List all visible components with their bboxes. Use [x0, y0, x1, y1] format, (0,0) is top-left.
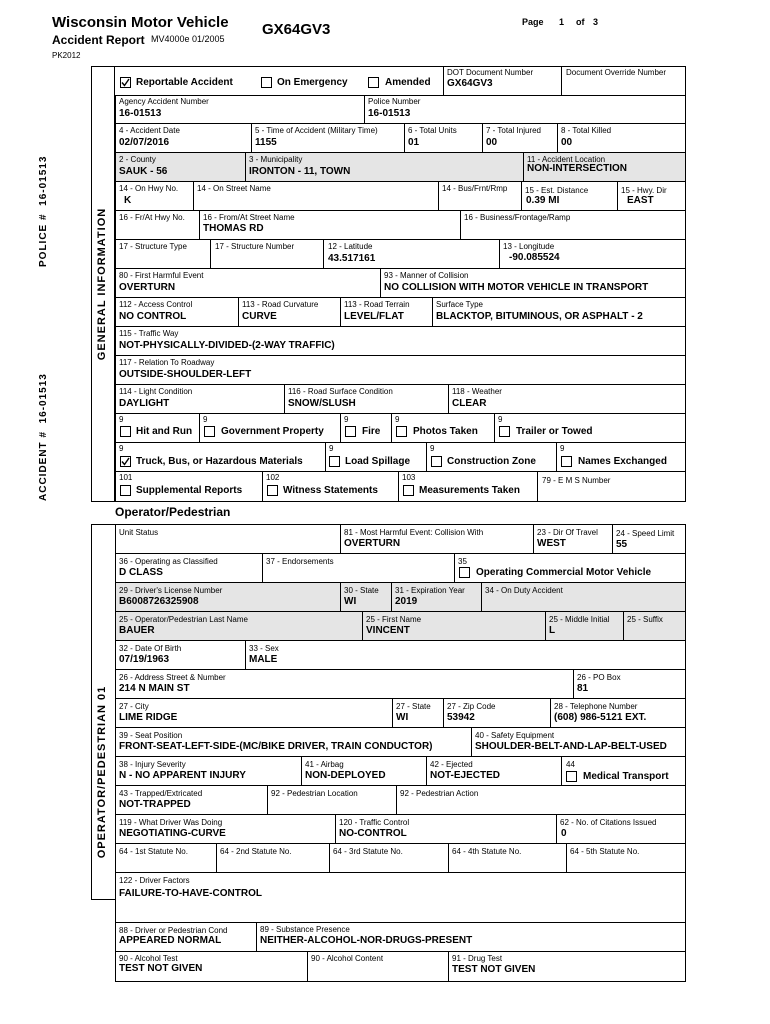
last-label: 25 - Operator/Pedestrian Last Name: [119, 615, 248, 624]
tc-label: 120 - Traffic Control: [339, 818, 410, 827]
dir-value: WEST: [537, 538, 566, 549]
access-value: NO CONTROL: [119, 311, 187, 322]
structnum-label: 17 - Structure Number: [215, 242, 295, 251]
roadsurf-label: 116 - Road Surface Condition: [288, 387, 393, 396]
ejected-value: NOT-EJECTED: [430, 770, 501, 781]
agency-label: Agency Accident Number: [119, 97, 209, 106]
pk-code: PK2012: [52, 51, 81, 60]
pobox-label: 26 - PO Box: [577, 673, 621, 682]
sex-value: MALE: [249, 654, 278, 665]
reportable-checkbox[interactable]: [120, 77, 131, 88]
cit-value: 0: [561, 828, 567, 839]
injured-label: 7 - Total Injured: [486, 126, 541, 135]
n35-label: 35: [458, 557, 467, 566]
harm-value: OVERTURN: [119, 282, 176, 293]
hitrun-checkbox[interactable]: [120, 426, 131, 437]
first-label: 25 - First Name: [366, 615, 422, 624]
speed-label: 24 - Speed Limit: [616, 529, 675, 538]
dist-label: 15 - Est. Distance: [525, 186, 589, 195]
class-label: 36 - Operating as Classified: [119, 557, 218, 566]
manner-value: NO COLLISION WITH MOTOR VEHICLE IN TRANSPORT: [384, 282, 649, 293]
light-value: DAYLIGHT: [119, 398, 170, 409]
suffix-label: 25 - Suffix: [627, 615, 663, 624]
police-label: Police Number: [368, 97, 421, 106]
county-label: 2 - County: [119, 155, 156, 164]
measurements-label: Measurements Taken: [419, 485, 520, 496]
supplemental-label: Supplemental Reports: [136, 485, 243, 496]
spillage-checkbox[interactable]: [329, 456, 340, 467]
form-id: MV4000e 01/2005: [151, 34, 225, 44]
statute-3-label: 64 - 3rd Statute No.: [333, 847, 403, 856]
govprop-checkbox[interactable]: [204, 426, 215, 437]
lat-label: 12 - Latitude: [328, 242, 373, 251]
nine-a: 9: [119, 415, 124, 424]
measurements-checkbox[interactable]: [403, 485, 414, 496]
row-dob: [115, 640, 686, 669]
trapped-value: NOT-TRAPPED: [119, 799, 191, 810]
pedact-label: 92 - Pedestrian Action: [400, 789, 479, 798]
curv-value: CURVE: [242, 311, 277, 322]
statute-1-label: 64 - 1st Statute No.: [119, 847, 188, 856]
access-label: 112 - Access Control: [119, 300, 193, 309]
location-label: 11 - Accident Location: [527, 155, 606, 164]
medical-checkbox[interactable]: [566, 771, 577, 782]
police-side-label: POLICE #: [38, 213, 49, 267]
fromstreet-label: 16 - From/At Street Name: [203, 213, 295, 222]
exp-label: 31 - Expiration Year: [395, 586, 465, 595]
addr-value: 214 N MAIN ST: [119, 683, 190, 694]
first-value: VINCENT: [366, 625, 410, 636]
surface-value: BLACKTOP, BITUMINOUS, OR ASPHALT - 2: [436, 311, 643, 322]
nine-h: 9: [430, 444, 435, 453]
row-from: [115, 210, 686, 239]
killed-label: 8 - Total Killed: [561, 126, 612, 135]
factors-value: FAILURE-TO-HAVE-CONTROL: [119, 888, 262, 899]
curv-label: 113 - Road Curvature: [242, 300, 319, 309]
hitrun-label: Hit and Run: [136, 426, 193, 437]
alc-value: TEST NOT GIVEN: [119, 963, 203, 974]
cond-label: 88 - Driver or Pedestrian Cond: [119, 926, 228, 935]
surface-label: Surface Type: [436, 300, 483, 309]
last-value: BAUER: [119, 625, 155, 636]
exp-value: 2019: [395, 596, 418, 607]
supplemental-checkbox[interactable]: [120, 485, 131, 496]
middle-label: 25 - Middle Initial: [549, 615, 610, 624]
police-value: 16-01513: [368, 108, 411, 119]
on-emergency-checkbox[interactable]: [261, 77, 272, 88]
page-total: 3: [593, 17, 599, 27]
accident-side-num: 16-01513: [38, 373, 49, 424]
muni-value: IRONTON - 11, TOWN: [249, 166, 351, 177]
dot-doc-label: DOT Document Number: [447, 68, 534, 77]
lon-value: -90.085524: [509, 252, 560, 263]
injured-value: 00: [486, 137, 498, 148]
doing-label: 119 - What Driver Was Doing: [119, 818, 223, 827]
nine-i: 9: [560, 444, 565, 453]
zip-value: 53942: [447, 712, 475, 723]
weather-value: CLEAR: [452, 398, 487, 409]
police-side-num: 16-01513: [38, 155, 49, 206]
photos-checkbox[interactable]: [396, 426, 407, 437]
speed-value: 55: [616, 539, 628, 550]
medical-label: Medical Transport: [583, 771, 669, 782]
date-label: 4 - Accident Date: [119, 126, 180, 135]
cmv-label: Operating Commercial Motor Vehicle: [476, 567, 652, 578]
photos-label: Photos Taken: [413, 426, 478, 437]
light-label: 114 - Light Condition: [119, 387, 193, 396]
override-label: Document Override Number: [566, 68, 667, 77]
nine-f: 9: [119, 444, 124, 453]
dot-doc-value: GX64GV3: [447, 78, 493, 89]
names-checkbox[interactable]: [561, 456, 572, 467]
on-emergency-label: On Emergency: [277, 77, 348, 88]
injury-label: 38 - Injury Severity: [119, 760, 186, 769]
nine-g: 9: [329, 444, 334, 453]
general-information-label: GENERAL INFORMATION: [96, 207, 108, 361]
n44-label: 44: [566, 760, 575, 769]
dob-value: 07/19/1963: [119, 654, 170, 665]
harm-label: 80 - First Harmful Event: [119, 271, 204, 280]
form-title: Wisconsin Motor Vehicle: [52, 14, 229, 31]
airbag-label: 41 - Airbag: [305, 760, 344, 769]
units-value: 01: [408, 137, 420, 148]
n102-label: 102: [266, 473, 280, 482]
safety-label: 40 - Safety Equipment: [475, 731, 555, 740]
truck-label: Truck, Bus, or Hazardous Materials: [136, 456, 303, 467]
county-value: SAUK - 56: [119, 166, 168, 177]
subst-label: 89 - Substance Presence: [260, 925, 350, 934]
agency-value: 16-01513: [119, 108, 162, 119]
state-label: 30 - State: [344, 586, 379, 595]
construction-label: Construction Zone: [447, 456, 536, 467]
pobox-value: 81: [577, 683, 589, 694]
roadsurf-value: SNOW/SLUSH: [288, 398, 356, 409]
seat-label: 39 - Seat Position: [119, 731, 183, 740]
row-structure: [115, 239, 686, 268]
manner-label: 93 - Manner of Collision: [384, 271, 469, 280]
operator-section-title: Operator/Pedestrian: [115, 505, 231, 519]
operator-pedestrian-label: OPERATOR/PEDESTRIAN 01: [96, 685, 108, 859]
page-label: Page: [522, 17, 544, 27]
factors-label: 122 - Driver Factors: [119, 876, 190, 885]
ems-label: 79 - E M S Number: [542, 476, 611, 485]
trailer-label: Trailer or Towed: [516, 426, 593, 437]
muni-label: 3 - Municipality: [249, 155, 303, 164]
terrain-value: LEVEL/FLAT: [344, 311, 404, 322]
truck-checkbox[interactable]: [120, 456, 131, 467]
statute-4-label: 64 - 4th Statute No.: [452, 847, 522, 856]
weather-label: 118 - Weather: [452, 387, 502, 396]
pedloc-label: 92 - Pedestrian Location: [271, 789, 358, 798]
killed-value: 00: [561, 137, 573, 148]
statute-5-label: 64 - 5th Statute No.: [570, 847, 640, 856]
mhe-value: OVERTURN: [344, 538, 401, 549]
tc-value: NO-CONTROL: [339, 828, 407, 839]
police-number-side: [38, 155, 52, 267]
names-label: Names Exchanged: [578, 456, 667, 467]
mhe-label: 81 - Most Harmful Event: Collision With: [344, 528, 484, 537]
relation-value: OUTSIDE-SHOULDER-LEFT: [119, 369, 252, 380]
onhwy-label: 14 - On Hwy No.: [119, 184, 179, 193]
nine-e: 9: [498, 415, 503, 424]
amended-checkbox[interactable]: [368, 77, 379, 88]
drug-value: TEST NOT GIVEN: [452, 964, 536, 975]
units-label: 6 - Total Units: [408, 126, 457, 135]
accident-side-label: ACCIDENT #: [38, 430, 49, 501]
dist-value: 0.39 MI: [526, 195, 560, 206]
state-value: WI: [344, 596, 357, 607]
phone-value: (608) 986-5121 EXT.: [554, 712, 647, 723]
reportable-label: Reportable Accident: [136, 77, 233, 88]
n103-label: 103: [402, 473, 416, 482]
doc-code: GX64GV3: [262, 21, 331, 38]
drug-label: 91 - Drug Test: [452, 954, 503, 963]
st-label: 27 - State: [396, 702, 431, 711]
check-icon: [121, 78, 130, 87]
fromstreet-value: THOMAS RD: [203, 223, 264, 234]
ejected-label: 42 - Ejected: [430, 760, 473, 769]
onstreet-label: 14 - On Street Name: [197, 184, 271, 193]
structtype-label: 17 - Structure Type: [119, 242, 187, 251]
doing-value: NEGOTIATING-CURVE: [119, 828, 226, 839]
frhwy-label: 16 - Fr/At Hwy No.: [119, 213, 185, 222]
injury-value: N - NO APPARENT INJURY: [119, 770, 246, 781]
time-label: 5 - Time of Accident (Military Time): [255, 126, 378, 135]
row-light: [115, 384, 686, 413]
seat-value: FRONT-SEAT-LEFT-SIDE-(MC/BIKE DRIVER, TRAIN CONDUCTOR): [119, 741, 433, 752]
nine-d: 9: [395, 415, 400, 424]
subst-value: NEITHER-ALCOHOL-NOR-DRUGS-PRESENT: [260, 935, 473, 946]
trapped-label: 43 - Trapped/Extricated: [119, 789, 203, 798]
sex-label: 33 - Sex: [249, 644, 279, 653]
spillage-label: Load Spillage: [345, 456, 411, 467]
check-icon: [121, 457, 130, 466]
onhwy-value: K: [124, 195, 132, 206]
hwydir-label: 15 - Hwy. Dir: [621, 186, 667, 195]
cit-label: 62 - No. of Citations Issued: [560, 818, 657, 827]
time-value: 1155: [255, 137, 277, 148]
airbag-value: NON-DEPLOYED: [305, 770, 386, 781]
license-value: B6008726325908: [119, 596, 199, 607]
witness-label: Witness Statements: [283, 485, 378, 496]
nine-c: 9: [344, 415, 349, 424]
addr-label: 26 - Address Street & Number: [119, 673, 226, 682]
dir-label: 23 - Dir Of Travel: [537, 528, 598, 537]
cmv-checkbox[interactable]: [459, 567, 470, 578]
onduty-label: 34 - On Duty Accident: [485, 586, 563, 595]
class-value: D CLASS: [119, 567, 163, 578]
witness-checkbox[interactable]: [267, 485, 278, 496]
license-label: 29 - Driver's License Number: [119, 586, 223, 595]
endorse-label: 37 - Endorsements: [266, 557, 334, 566]
terrain-label: 113 - Road Terrain: [344, 300, 410, 309]
page-of: of: [576, 17, 585, 27]
traffic-label: 115 - Traffic Way: [119, 329, 179, 338]
dob-label: 32 - Date Of Birth: [119, 644, 182, 653]
nine-b: 9: [203, 415, 208, 424]
traffic-value: NOT-PHYSICALLY-DIVIDED-(2-WAY TRAFFIC): [119, 340, 335, 351]
location-value: NON-INTERSECTION: [527, 163, 627, 174]
form-subtitle: Accident Report: [52, 33, 145, 47]
city-value: LIME RIDGE: [119, 712, 178, 723]
lat-value: 43.517161: [328, 253, 376, 264]
date-value: 02/07/2016: [119, 137, 170, 148]
zip-label: 27 - Zip Code: [447, 702, 496, 711]
lon-label: 13 - Longitude: [503, 242, 555, 251]
business-label: 16 - Business/Frontage/Ramp: [464, 213, 571, 222]
bus-label: 14 - Bus/Frnt/Rmp: [442, 184, 508, 193]
relation-label: 117 - Relation To Roadway: [119, 358, 215, 367]
safety-value: SHOULDER-BELT-AND-LAP-BELT-USED: [475, 741, 667, 752]
accident-number-side: [38, 373, 52, 501]
unit-label: Unit Status: [119, 528, 159, 537]
n101-label: 101: [119, 473, 133, 482]
phone-label: 28 - Telephone Number: [554, 702, 638, 711]
hwydir-value: EAST: [627, 195, 654, 206]
alc-label: 90 - Alcohol Test: [119, 954, 178, 963]
city-label: 27 - City: [119, 702, 149, 711]
construction-checkbox[interactable]: [431, 456, 442, 467]
statute-2-label: 64 - 2nd Statute No.: [220, 847, 292, 856]
cond-value: APPEARED NORMAL: [119, 935, 222, 946]
govprop-label: Government Property: [221, 426, 324, 437]
alccont-label: 90 - Alcohol Content: [311, 954, 384, 963]
amended-label: Amended: [385, 77, 431, 88]
st-value: WI: [396, 712, 409, 723]
middle-value: L: [549, 625, 556, 636]
fire-checkbox[interactable]: [345, 426, 356, 437]
trailer-checkbox[interactable]: [499, 426, 510, 437]
fire-label: Fire: [362, 426, 381, 437]
page-number: 1: [559, 17, 565, 27]
